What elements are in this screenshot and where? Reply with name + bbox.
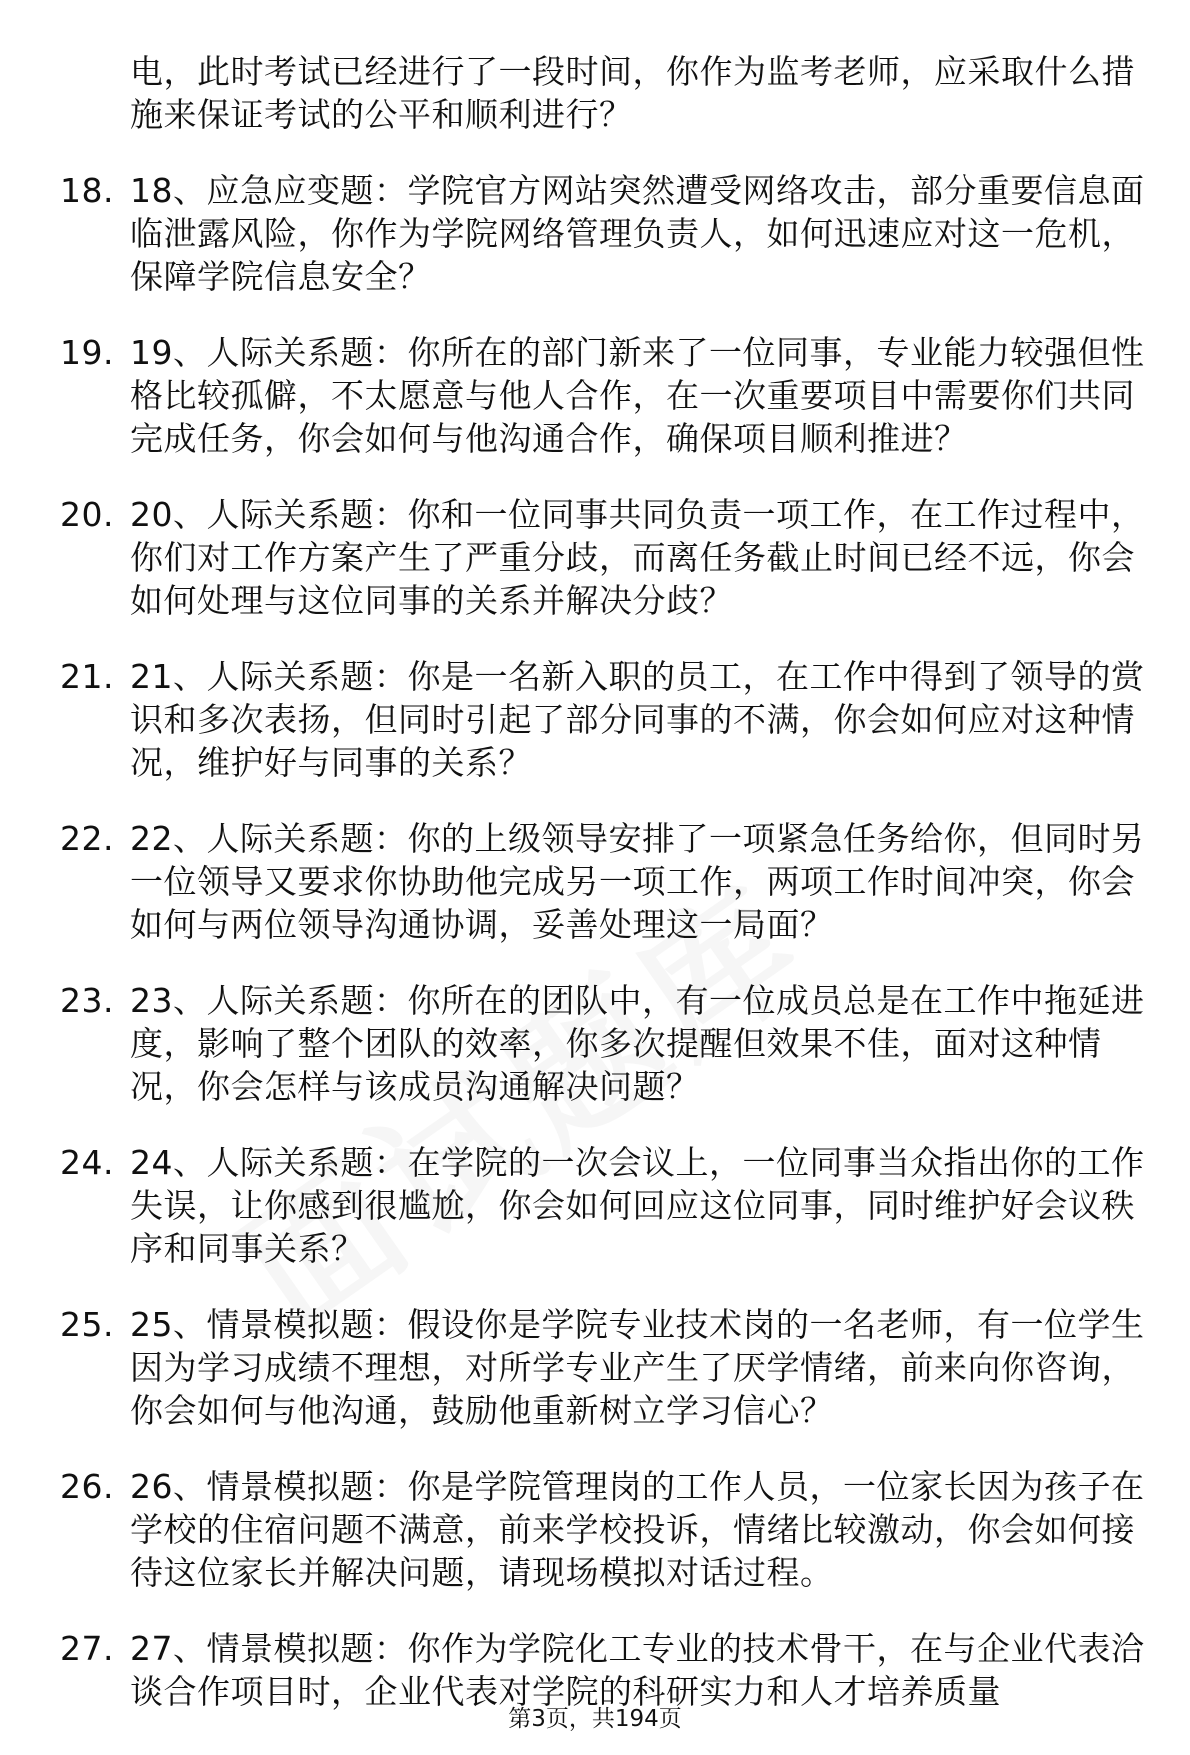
item-number: 18. bbox=[60, 171, 114, 210]
list-item bbox=[60, 1465, 1150, 1594]
item-number: 19. bbox=[60, 333, 114, 372]
list-item bbox=[60, 169, 1150, 298]
item-text: 27、情景模拟题：你作为学院化工专业的技术骨干，在与企业代表洽谈合作项目时，企业代表对学院的科研实力和人才培养质量 bbox=[130, 1629, 1145, 1711]
item-text: 26、情景模拟题：你是学院管理岗的工作人员，一位家长因为孩子在学校的住宿问题不满意，前来学校投诉，情绪比较激动，你会如何接待这位家长并解决问题，请现场模拟对话过程。 bbox=[130, 1467, 1145, 1592]
page-footer: 第3页，共194页 bbox=[508, 1706, 682, 1732]
list-item bbox=[60, 1141, 1150, 1270]
item-text: 22、人际关系题：你的上级领导安排了一项紧急任务给你，但同时另一位领导又要求你协助他完成另一项工作，两项工作时间冲突，你会如何与两位领导沟通协调，妥善处理这一局面？ bbox=[130, 819, 1145, 944]
item-number: 25. bbox=[60, 1305, 114, 1344]
list-item bbox=[60, 655, 1150, 784]
list-item bbox=[60, 331, 1150, 460]
item-text: 24、人际关系题：在学院的一次会议上，一位同事当众指出你的工作失误，让你感到很尴尬，你会如何回应这位同事，同时维护好会议秩序和同事关系？ bbox=[130, 1143, 1145, 1268]
list-item bbox=[60, 1303, 1150, 1432]
item-number: 21. bbox=[60, 657, 114, 696]
item-text: 19、人际关系题：你所在的部门新来了一位同事，专业能力较强但性格比较孤僻，不太愿意与他人合作，在一次重要项目中需要你们共同完成任务，你会如何与他沟通合作，确保项目顺利推进？ bbox=[130, 333, 1145, 458]
item-text: 21、人际关系题：你是一名新入职的员工，在工作中得到了领导的赏识和多次表扬，但同时引起了部分同事的不满，你会如何应对这种情况，维护好与同事的关系？ bbox=[130, 657, 1145, 782]
item-number: 27. bbox=[60, 1629, 114, 1668]
list-item bbox=[60, 979, 1150, 1108]
list-item bbox=[60, 817, 1150, 946]
item-text: 20、人际关系题：你和一位同事共同负责一项工作，在工作过程中，你们对工作方案产生了严重分歧，而离任务截止时间已经不远，你会如何处理与这位同事的关系并解决分歧？ bbox=[130, 495, 1145, 620]
item-number: 20. bbox=[60, 495, 114, 534]
item-number: 24. bbox=[60, 1143, 114, 1182]
item-number: 23. bbox=[60, 981, 114, 1020]
item-text: 23、人际关系题：你所在的团队中，有一位成员总是在工作中拖延进度，影响了整个团队的效率，你多次提醒但效果不佳，面对这种情况，你会怎样与该成员沟通解决问题？ bbox=[130, 981, 1145, 1106]
item-text: 25、情景模拟题：假设你是学院专业技术岗的一名老师，有一位学生因为学习成绩不理想，对所学专业产生了厌学情绪，前来向你咨询，你会如何与他沟通，鼓励他重新树立学习信心？ bbox=[130, 1305, 1145, 1430]
item-number: 22. bbox=[60, 819, 114, 858]
item-number: 26. bbox=[60, 1467, 114, 1506]
question-list bbox=[60, 50, 1150, 1746]
list-item bbox=[60, 493, 1150, 622]
item-text: 18、应急应变题：学院官方网站突然遭受网络攻击，部分重要信息面临泄露风险，你作为学院网络管理负责人，如何迅速应对这一危机，保障学院信息安全？ bbox=[130, 171, 1145, 296]
carry-over-text: 电，此时考试已经进行了一段时间，你作为监考老师，应采取什么措施来保证考试的公平和顺利进行？ bbox=[130, 52, 1135, 134]
